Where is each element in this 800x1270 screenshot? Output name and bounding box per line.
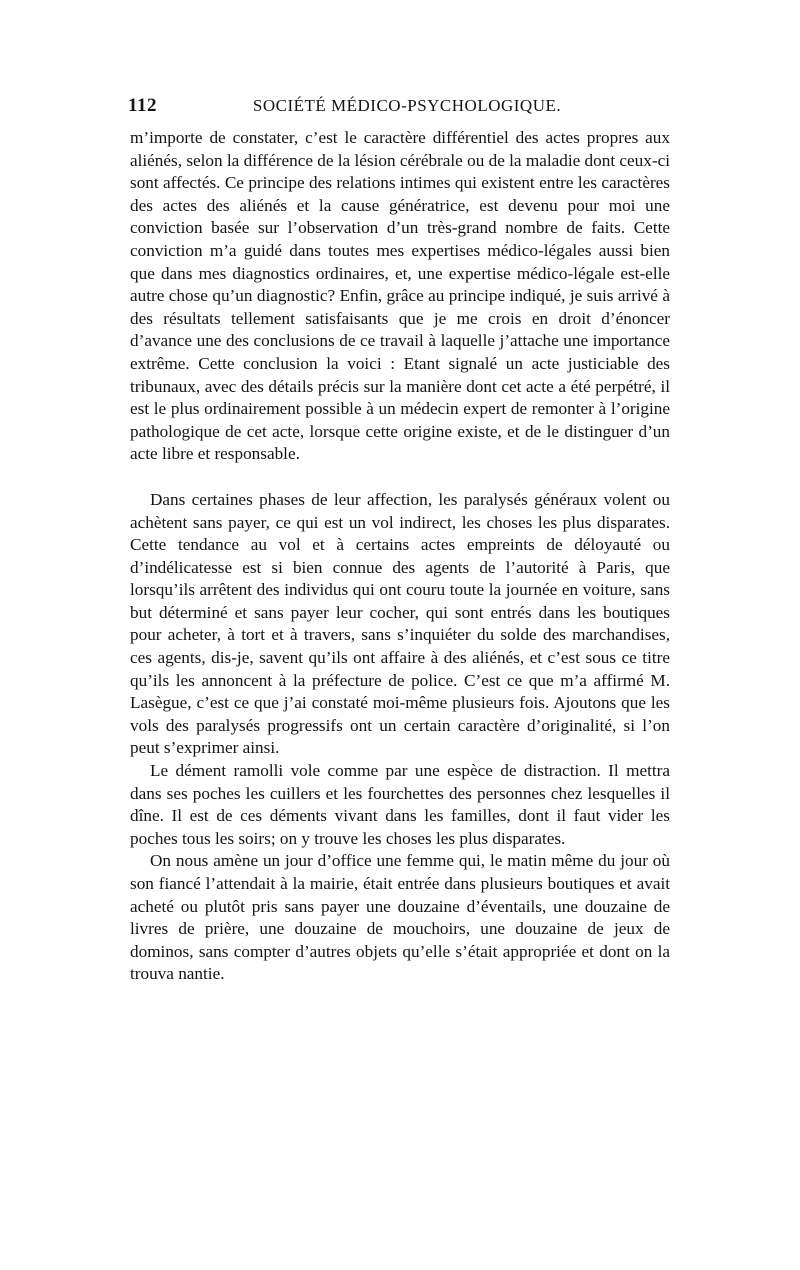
paragraph-paralyses: Dans certaines phases de leur affection, les paralysés généraux volent ou achètent sans payer, ce qui est un vol indirect, les choses les plus disparates. Cette tendance au vol et à certains actes empreints de déloyauté ou d’indélicatesse est si bien connue des agents de l’autorité à Paris, que lorsqu’ils arrêtent des individus qui ont couru toute la journée en voiture, sans but déterminé et sans payer leur cocher, qui sont entrés dans les boutiques pour acheter, à tort et à travers, sans s’inquiéter du solde des marchandises, ces agents, dis-je, savent qu’ils ont affaire à des aliénés, et c’est sous ce titre qu’ils les annoncent à la préfecture de police. C’est ce que m’a affirmé M. Lasègue, c’est ce que j’ai constaté moi-même plusieurs fois. Ajoutons que les vols des paralysés progressifs ont un certain caractère d’originalité, si l’on peut s’exprimer ainsi. xyxy=(130,489,670,758)
running-head xyxy=(130,95,670,121)
paragraph-continued: m’importe de constater, c’est le caractère différentiel des actes propres aux aliénés, selon la différence de la lésion cérébrale ou de la maladie dont ceux-ci sont affectés. Ce principe des relations intimes qui existent entre les caractères des actes des aliénés et la cause génératrice, est devenu pour moi une conviction basée sur l’observation d’un très-grand nombre de faits. Cette conviction m’a guidé dans toutes mes expertises médico-légales aussi bien que dans mes diagnostics ordinaires, et, une expertise médico-légale est-elle autre chose qu’un diagnostic? Enfin, grâce au principe indiqué, je suis arrivé à des résultats tellement satisfaisants que je me crois en droit d’énoncer d’avance une des conclusions de ce travail à laquelle j’attache une importance extrême. Cette conclusion la voici : Etant signalé un acte justiciable des tribunaux, avec des détails précis sur la manière dont cet acte a été perpétré, il est le plus ordinairement possible à un médecin expert de remonter à l’origine pathologique de cet acte, lorsque cette origine existe, et de le distinguer d’un acte libre et responsable. xyxy=(130,128,670,464)
book-page xyxy=(130,95,670,986)
body-text xyxy=(130,127,670,986)
page-number: 112 xyxy=(128,95,157,116)
paragraph-femme: On nous amène un jour d’office une femme qui, le matin même du jour où son fiancé l’attendait à la mairie, était entrée dans plusieurs boutiques et avait acheté ou plutôt pris sans payer une douzaine d’éventails, une douzaine de livres de prière, une douzaine de mouchoirs, une douzaine de jeux de dominos, sans compter d’autres objets qu’elle s’était appropriée et dont on la trouva nantie. xyxy=(130,851,670,984)
paragraph-dement: Le dément ramolli vole comme par une espèce de distraction. Il mettra dans ses poches les cuillers et les fourchettes des personnes chez lesquelles il dîne. Il est de ces déments vivant dans les familles, dont il faut vider les poches tous les soirs; on y trouve les choses les plus disparates. xyxy=(130,761,670,848)
running-title: SOCIÉTÉ MÉDICO-PSYCHOLOGIQUE. xyxy=(252,96,562,115)
